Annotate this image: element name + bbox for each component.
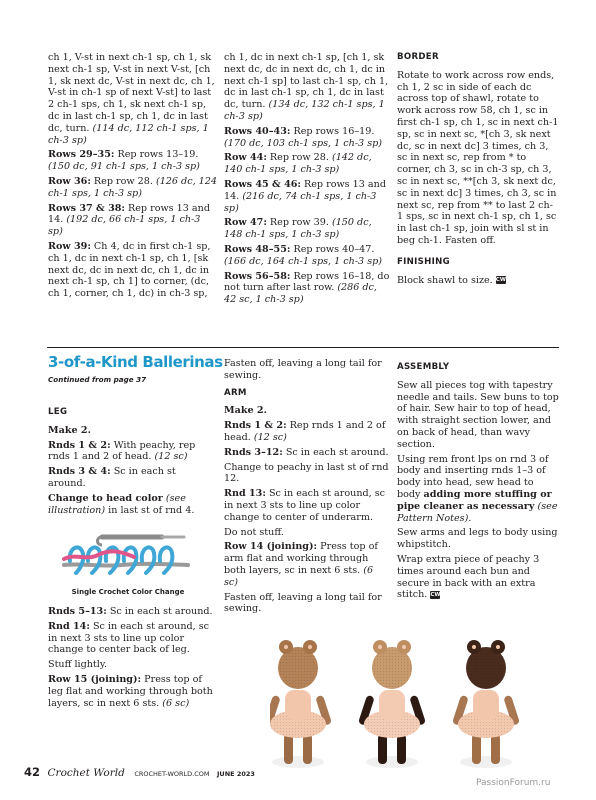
assembly-p2: Using rem front lps on rnd 3 of body and inserting rnds 1–3 of body into head, sew head to body adding more stuffing or pipe cleaner as necessary (see Pattern Notes). <box>397 453 558 524</box>
rows-37-38: Rows 37 & 38: Rep rows 13 and 14. (192 dc, 66 ch-1 sps, 1 ch-3 sp) <box>48 202 210 238</box>
arm-change: Change to peachy in last st of rnd 12. <box>224 461 389 485</box>
end-mark-icon: CW <box>495 277 506 284</box>
arm-heading: ARM <box>224 387 247 398</box>
page-footer <box>24 765 255 779</box>
rows-45-46: Rows 45 & 46: Rep rows 13 and 14. (216 dc, 74 ch-1 sps, 1 ch-3 sp) <box>224 178 386 214</box>
row-47: Row 47: Rep row 39. (150 dc, 148 ch-1 sps, 1 ch-3 sp) <box>224 217 372 241</box>
leg-rnds-1-2: Rnds 1 & 2: With peachy, rep rnds 1 and 2 of head. (12 sc) <box>48 439 196 463</box>
arm-rnds-1-2: Rnds 1 & 2: Rep rnds 1 and 2 of head. (12 sc) <box>224 420 386 443</box>
continued-note: Continued from page 37 <box>48 375 147 384</box>
assembly-p4: Wrap extra piece of peachy 3 times around each bun and secure in back with an extra stitch. CW <box>397 553 540 601</box>
assembly-column <box>397 362 559 604</box>
leg-column <box>48 407 213 519</box>
doll-2 <box>358 640 426 768</box>
arm-no-stuff: Do not stuff. <box>224 526 284 538</box>
leg-rnds-3-4: Rnds 3 & 4: Sc in each st around. <box>48 466 176 489</box>
leg-row-15: Row 15 (joining): Press top of leg flat and working through both layers, sc in next 6 sts. (6 sc) <box>48 673 213 709</box>
leg-stuff: Stuff lightly. <box>48 659 108 671</box>
arm-fasten-off: Fasten off, leaving a long tail for sewing. <box>224 591 382 615</box>
leg-fasten-off: Fasten off, leaving a long tail for sewing. <box>224 358 382 381</box>
leg-heading: LEG <box>48 407 68 417</box>
finishing-heading: FINISHING <box>397 256 450 267</box>
leg-rnd-14: Rnd 14: Sc in each st around, sc in next 3 sts to line up color change to center back of leg. <box>48 620 210 656</box>
leg-change-color: Change to head color (see illustration) in last st of rnd 4. <box>48 492 195 516</box>
pattern-column-3 <box>397 52 559 289</box>
page-number: 42 <box>24 765 41 779</box>
border-heading: BORDER <box>397 52 439 62</box>
row-39-continued: ch 1, dc in next ch-1 sp, [ch 1, sk next dc, dc in next dc, ch 1, dc in next ch-1 sp] to last ch-1 sp, ch 1, dc in last ch-1 sp, ch 1, dc in last dc, turn. (134 dc, 132 ch-1 sps, 1 ch-3 sp) <box>224 52 389 122</box>
end-mark-icon: CW <box>430 591 441 598</box>
leg-column-continued <box>48 606 213 712</box>
row-36: Row 36: Rep row 28. (126 dc, 124 ch-1 sps, 1 ch-3 sp) <box>48 175 217 199</box>
leg-make: Make 2. <box>48 424 91 436</box>
assembly-heading: ASSEMBLY <box>397 362 450 372</box>
rows-29-35: Rows 29–35: Rep rows 13–19. (150 dc, 91 ch-1 sps, 1 ch-3 sp) <box>48 149 200 173</box>
arm-column <box>224 358 390 618</box>
border-text: Rotate to work across row ends, ch 1, 2 sc in side of each dc across top of shawl, rotate to work across row 58, ch 1, sc in first ch-1 sp, ch 1, sc in next ch-1 sp, sc in next sc, *[ch 3, sk next dc, sc in next dc] 3 times, ch 3, sc in next sc, rep from * to corner, ch 3, sc in ch-3 sp, ch 3, sc in next sc, **[ch 3, sk next dc, sc in next dc] 3 times, ch 3, sc in next sc, rep from ** to last 2 ch-1 sps, sc in next ch-1 sp, ch 1, sc in last ch-1 sp, join with sl st in beg ch-1. Fasten off. <box>397 69 559 246</box>
doll-3 <box>452 640 520 768</box>
magazine-name: Crochet World <box>47 767 125 779</box>
leg-rnds-5-13: Rnds 5–13: Sc in each st around. <box>48 606 213 617</box>
ballerina-dolls-photo <box>270 634 538 776</box>
rows-56-58: Rows 56–58: Rep rows 16–18, do not turn after last row. (286 dc, 42 sc, 1 ch-3 sp) <box>224 270 390 306</box>
finishing-text: Block shawl to size. CW <box>397 274 506 286</box>
assembly-p1: Sew all pieces tog with tapestry needle and tails. Sew buns to top of hair. Sew hair to top of head, with straight section lower, and on back of head, than wavy section. <box>397 379 559 450</box>
color-change-illustration <box>62 531 190 581</box>
rows-48-55: Rows 48–55: Rep rows 40–47. (166 dc, 164 ch-1 sps, 1 ch-3 sp) <box>224 243 383 267</box>
doll-1 <box>270 640 332 768</box>
pattern-column-1 <box>48 52 218 303</box>
arm-rnds-3-12: Rnds 3–12: Sc in each st around. <box>224 446 389 458</box>
rows-40-43: Rows 40–43: Rep rows 16–19. (170 dc, 103 ch-1 sps, 1 ch-3 sp) <box>224 125 383 149</box>
section-title: 3-of-a-Kind Ballerinas <box>48 353 223 371</box>
row-44: Row 44: Rep row 28. (142 dc, 140 ch-1 sps, 1 ch-3 sp) <box>224 152 372 176</box>
row-28-continued: ch 1, V-st in next ch-1 sp, ch 1, sk next ch-1 sp, V-st in next V-st, [ch 1, sk next dc, V-st in next dc, ch 1, V-st in ch-1 sp of next V-st] to last 2 ch-1 sps, ch 1, sk next ch-1 sp, dc in last ch-1 sp, ch 1, dc in last dc, turn. (114 dc, 112 ch-1 sps, 1 ch-3 sp) <box>48 52 215 146</box>
issue-date: JUNE 2023 <box>217 770 255 778</box>
row-39: Row 39: Ch 4, dc in first ch-1 sp, ch 1, dc in next ch-1 sp, ch 1, [sk next dc, dc in next dc, ch 1, dc in next ch-1 sp, ch 1] to corner, (dc, ch 1, corner, ch 1, dc) in ch-3 sp, <box>48 240 211 300</box>
illustration-caption: Single Crochet Color Change <box>71 588 185 596</box>
arm-make: Make 2. <box>224 405 267 417</box>
section-divider <box>47 347 559 348</box>
website: CROCHET-WORLD.COM <box>134 770 210 778</box>
arm-row-14: Row 14 (joining): Press top of arm flat and working through both layers, sc in next 6 sts. (6 sc) <box>224 541 378 588</box>
assembly-p3: Sew arms and legs to body using whipstitch. <box>397 527 558 551</box>
pattern-column-2 <box>224 52 390 309</box>
arm-rnd-13: Rnd 13: Sc in each st around, sc in next 3 sts to line up color change to center of underarm. <box>224 488 386 523</box>
watermark: PassionForum.ru <box>476 778 551 788</box>
